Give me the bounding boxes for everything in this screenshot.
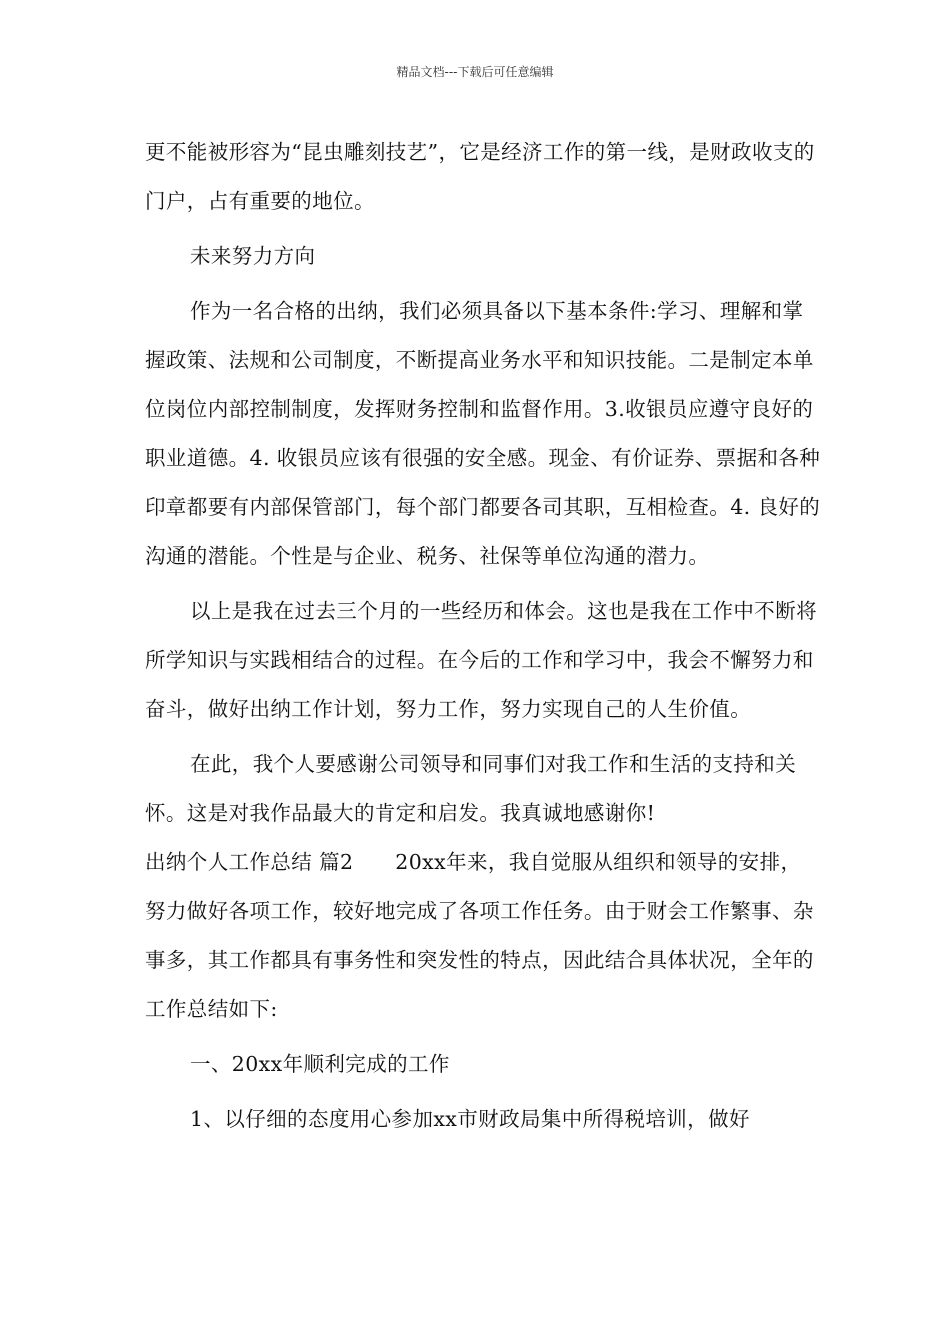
section-heading-completed-work: 一、20xx年顺利完成的工作 (190, 1052, 450, 1076)
page-header: 精品文档---下载后可任意编辑 (396, 65, 554, 79)
paragraph-item-1: 1、以仔细的态度用心参加xx市财政局集中所得税培训，做好 (190, 1107, 750, 1131)
paragraph-thanks: 在此，我个人要感谢公司领导和同事们对我工作和生活的支持和关怀。这是对我作品最大的肯定和启发。我真诚地感谢你! (145, 752, 797, 825)
paragraph-basic-conditions: 作为一名合格的出纳，我们必须具备以下基本条件:学习、理解和掌握政策、法规和公司制度，不断提高业务水平和知识技能。二是制定本单位岗位内部控制制度，发挥财务控制和监督作用。3.收银员应遵守良好的职业道德。4. 收银员应该有很强的安全感。现金、有价证券、票据和各种印章都要有内部保管部门，每个部门都要各司其职，互相检查。4. 良好的沟通的潜能。个性是与企业、税务、社保等单位沟通的潜力。 (145, 299, 821, 568)
section-heading-future-direction: 未来努力方向 (190, 244, 316, 268)
paragraph-continuation: 更不能被形容为“昆虫雕刻技艺”，它是经济工作的第一线，是财政收支的门户，占有重要的地位。 (145, 140, 815, 213)
paragraph-summary-part2: 出纳个人工作总结 篇2 20xx年来，我自觉服从组织和领导的安排，努力做好各项工作，较好地完成了各项工作任务。由于财会工作繁事、杂事多，其工作都具有事务性和突发性的特点，因此结合具体状况，全年的工作总结如下: (145, 850, 814, 1021)
document-body (145, 128, 821, 1144)
paragraph-experience: 以上是我在过去三个月的一些经历和体会。这也是我在工作中不断将所学知识与实践相结合的过程。在今后的工作和学习中，我会不懈努力和奋斗，做好出纳工作计划，努力工作，努力实现自己的人生价值。 (145, 599, 817, 721)
